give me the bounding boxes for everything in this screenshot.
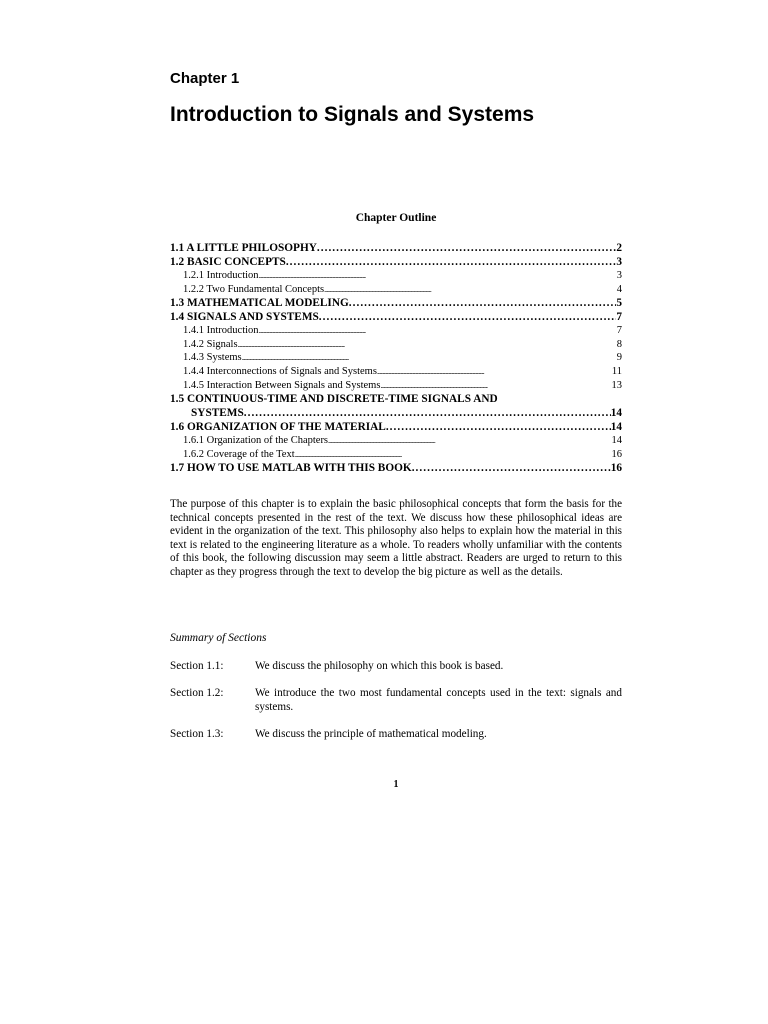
toc-subentry[interactable] bbox=[170, 324, 622, 338]
toc-entry[interactable] bbox=[170, 241, 622, 255]
toc-subentry[interactable] bbox=[170, 283, 622, 297]
toc-entry-page: 3 bbox=[616, 256, 622, 268]
section-description: We introduce the two most fundamental concepts used in the text: signals and systems. bbox=[255, 687, 622, 713]
section-label: Section 1.1: bbox=[170, 660, 224, 672]
toc-entry[interactable] bbox=[170, 461, 622, 475]
toc-entry-label: 1.2.1 Introduction bbox=[183, 270, 259, 281]
toc-entry-label: 1.3 MATHEMATICAL MODELING bbox=[170, 297, 349, 310]
toc-entry-label: 1.4.2 Signals bbox=[183, 338, 238, 350]
toc-entry[interactable] bbox=[170, 392, 622, 406]
toc-dot-leader bbox=[242, 351, 617, 365]
toc-dot-leader bbox=[244, 406, 611, 420]
toc-entry-label: SYSTEMS bbox=[191, 407, 244, 420]
toc-entry[interactable] bbox=[170, 296, 622, 310]
toc-entry-page: 14 bbox=[610, 421, 622, 434]
page-number: 1 bbox=[393, 779, 399, 790]
intro-paragraph: The purpose of this chapter is to explain the basic philosophical concepts that form the basis for the technical concepts presented in the rest of the text. We discuss how these philosophical ideas are evident in the organization of the text. This philosophy also helps to explain how the material in this text is related to the engineering literature as a whole. To readers wholly unfamiliar with the contents of this book, the following discussion may seem a little abstract. Readers are urged to return to this chapter as they progress through the text to develop the big picture as well as the details. bbox=[170, 498, 622, 578]
toc-entry-page: 8 bbox=[616, 338, 622, 350]
toc-entry-page: 14 bbox=[610, 407, 622, 420]
toc-entry-label: 1.2 BASIC CONCEPTS bbox=[170, 256, 286, 268]
toc-entry-continuation[interactable] bbox=[170, 406, 622, 420]
chapter-title: Introduction to Signals and Systems bbox=[170, 103, 535, 126]
toc-dot-leader bbox=[286, 255, 617, 269]
toc-entry-page: 13 bbox=[611, 379, 622, 391]
toc-subentry[interactable] bbox=[170, 379, 622, 393]
toc-entry-page: 16 bbox=[611, 448, 622, 460]
chapter-label: Chapter 1 bbox=[170, 70, 240, 87]
toc-entry-label: 1.5 CONTINUOUS-TIME AND DISCRETE-TIME SIGNALS AND bbox=[170, 393, 498, 406]
toc-entry-label: 1.4.1 Introduction bbox=[183, 325, 259, 337]
toc-dot-leader bbox=[317, 241, 616, 255]
toc-entry-page: 11 bbox=[611, 365, 622, 377]
toc-entry-page: 5 bbox=[616, 297, 622, 310]
toc-dot-leader bbox=[412, 461, 611, 475]
toc-entry[interactable] bbox=[170, 310, 622, 324]
toc-entry-page: 4 bbox=[616, 283, 622, 295]
summary-heading: Summary of Sections bbox=[170, 632, 267, 644]
toc-entry[interactable] bbox=[170, 255, 622, 269]
toc-dot-leader bbox=[259, 324, 617, 338]
toc-dot-leader bbox=[238, 338, 617, 352]
toc-entry[interactable] bbox=[170, 420, 622, 434]
toc-dot-leader bbox=[319, 310, 617, 324]
toc-subentry[interactable] bbox=[170, 434, 622, 448]
toc-subentry[interactable] bbox=[170, 351, 622, 365]
toc-dot-leader bbox=[377, 365, 612, 379]
section-label: Section 1.3: bbox=[170, 728, 224, 740]
table-of-contents bbox=[170, 241, 622, 475]
toc-subentry[interactable] bbox=[170, 365, 622, 379]
toc-dot-leader bbox=[386, 420, 611, 434]
toc-entry-page: 9 bbox=[616, 352, 622, 364]
toc-entry-label: 1.6.1 Organization of the Chapters bbox=[183, 435, 329, 447]
toc-entry-page: 7 bbox=[616, 325, 622, 337]
toc-entry-page: 14 bbox=[611, 435, 622, 447]
toc-dot-leader bbox=[349, 296, 617, 310]
toc-entry-label: 1.4 SIGNALS AND SYSTEMS bbox=[170, 311, 319, 324]
toc-subentry[interactable] bbox=[170, 448, 622, 462]
toc-entry-page: 3 bbox=[616, 270, 622, 281]
toc-subentry[interactable] bbox=[170, 338, 622, 352]
section-description: We discuss the philosophy on which this book is based. bbox=[255, 660, 504, 672]
toc-entry-label: 1.6.2 Coverage of the Text bbox=[183, 448, 295, 460]
outline-heading: Chapter Outline bbox=[355, 212, 437, 224]
toc-entry-page: 16 bbox=[610, 462, 622, 475]
toc-entry-label: 1.7 HOW TO USE MATLAB WITH THIS BOOK bbox=[170, 462, 412, 475]
toc-dot-leader bbox=[259, 269, 617, 283]
toc-dot-leader bbox=[380, 379, 611, 393]
section-label: Section 1.2: bbox=[170, 687, 224, 699]
toc-entry-page: 2 bbox=[616, 242, 622, 254]
toc-dot-leader bbox=[324, 283, 617, 297]
toc-entry-label: 1.4.5 Interaction Between Signals and Systems bbox=[183, 379, 381, 391]
toc-entry-label: 1.6 ORGANIZATION OF THE MATERIAL bbox=[170, 421, 386, 434]
toc-dot-leader bbox=[328, 434, 611, 448]
toc-entry-label: 1.1 A LITTLE PHILOSOPHY bbox=[170, 242, 317, 254]
section-description: We discuss the principle of mathematical modeling. bbox=[255, 728, 487, 740]
toc-entry-label: 1.4.3 Systems bbox=[183, 352, 242, 364]
toc-dot-leader bbox=[295, 448, 612, 462]
toc-entry-label: 1.4.4 Interconnections of Signals and Systems bbox=[183, 365, 377, 377]
toc-entry-page: 7 bbox=[616, 311, 622, 324]
toc-subentry[interactable] bbox=[170, 269, 622, 283]
toc-entry-label: 1.2.2 Two Fundamental Concepts bbox=[183, 283, 325, 295]
